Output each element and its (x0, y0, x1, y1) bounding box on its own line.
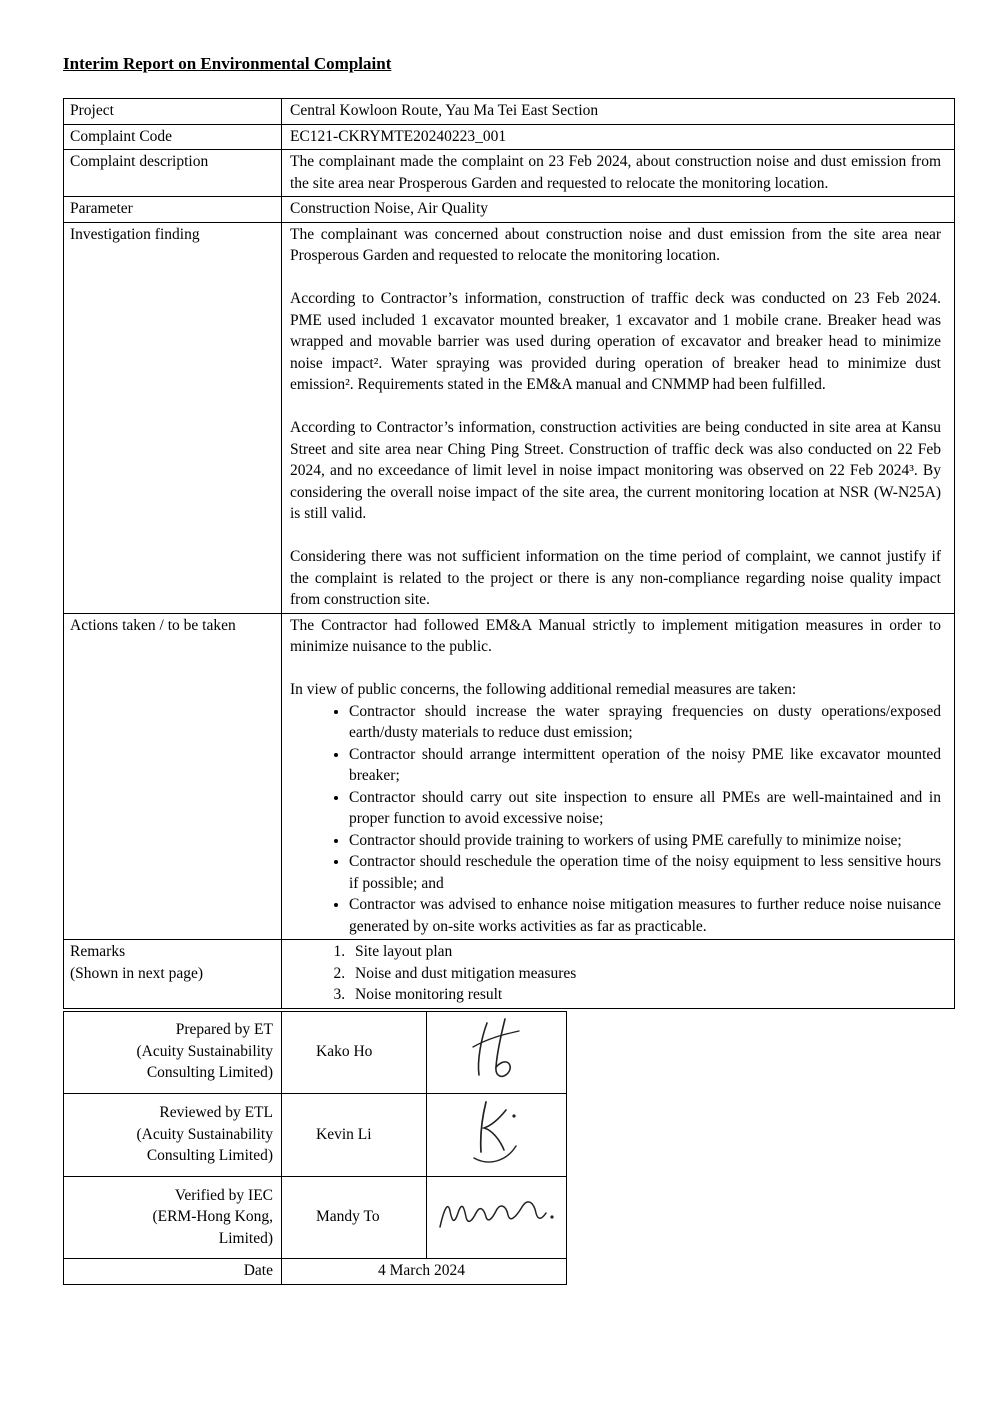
prepared-by-signature-cell (427, 1011, 567, 1093)
role-line: Reviewed by ETL (159, 1104, 273, 1121)
row-date (64, 1259, 567, 1285)
actions-intro: The Contractor had followed EM&A Manual strictly to implement mitigation measures in order to minimize nuisance to the public. (290, 616, 941, 655)
project-value: Central Kowloon Route, Yau Ma Tei East Section (282, 99, 955, 125)
actions-label: Actions taken / to be taken (64, 613, 282, 940)
actions-bullet-list (290, 701, 941, 938)
verified-by-role (64, 1177, 282, 1259)
investigation-label: Investigation finding (64, 222, 282, 613)
remarks-label-line2: (Shown in next page) (70, 964, 204, 982)
verified-by-signature-cell (427, 1177, 567, 1259)
reviewed-by-signature-cell (427, 1093, 567, 1177)
remarks-item: 1. Site layout plan (349, 941, 941, 963)
row-complaint-code (64, 124, 955, 150)
investigation-paragraph: According to Contractor’s information, construction activities are being conducted in site area at Kansu Street and site area near Ching Ping Street. Construction of traffic deck was also conducted on 22 Feb 2024, and no exceedance of limit level in noise impact monitoring was observed on 22 Feb 2024³. By considering the overall noise impact of the site area, the current monitoring location at NSR (W-N25A) is still valid. (290, 419, 941, 522)
actions-value (282, 613, 955, 940)
actions-bullet: • Contractor should increase the water spraying frequencies on dusty operations/exposed earth/dusty materials to reduce dust emission; (349, 701, 941, 744)
parameter-label: Parameter (64, 197, 282, 223)
remarks-value (282, 940, 955, 1009)
investigation-paragraph: According to Contractor’s information, construction of traffic deck was conducted on 23 Feb 2024. PME used included 1 excavator mounted breaker, 1 excavator and 1 mobile crane. Breaker head was wrapped and movable barrier was used during operation of excavator and breaker head to minimize noise impact². Water spraying was provided during operation of breaker head to minimize dust emission². Requirements stated in the EM&A manual and CNMMP had been fulfilled. (290, 290, 941, 393)
row-verified-by (64, 1177, 567, 1259)
report-table (63, 98, 955, 1009)
remarks-label (64, 940, 282, 1009)
row-remarks (64, 940, 955, 1009)
remarks-item: 3. Noise monitoring result (349, 984, 941, 1006)
investigation-value (282, 222, 955, 613)
complaint-code-label: Complaint Code (64, 124, 282, 150)
parameter-value: Construction Noise, Air Quality (282, 197, 955, 223)
actions-lead: In view of public concerns, the following additional remedial measures are taken: (290, 681, 797, 698)
role-line: (ERM-Hong Kong, (152, 1208, 273, 1226)
role-line: Consulting Limited) (146, 1147, 273, 1164)
role-line: Limited) (218, 1229, 273, 1247)
kevin-li-signature (462, 1096, 532, 1168)
remarks-label-line1: Remarks (70, 943, 126, 960)
remarks-list (290, 941, 941, 1006)
reviewed-by-name: Kevin Li (282, 1093, 427, 1177)
prepared-by-role (64, 1011, 282, 1093)
role-line: Consulting Limited) (146, 1064, 273, 1082)
kako-ho-signature (467, 1017, 527, 1081)
row-investigation-finding (64, 222, 955, 613)
complaint-description-value (282, 150, 955, 197)
page-title: Interim Report on Environmental Complaint (63, 54, 392, 73)
date-value: 4 March 2024 (282, 1259, 567, 1285)
actions-bullet: • Contractor should carry out site inspection to ensure all PMEs are well-maintained and in proper function to avoid excessive noise; (349, 787, 941, 830)
actions-bullet: • Contractor should provide training to workers of using PME carefully to minimize noise; (349, 830, 941, 852)
actions-bullet: • Contractor should reschedule the operation time of the noisy equipment to less sensitive hours if possible; and (349, 851, 941, 894)
reviewed-by-role (64, 1093, 282, 1177)
role-line: (Acuity Sustainability (136, 1125, 273, 1143)
complaint-description-paragraph: The complainant made the complaint on 23 Feb 2024, about construction noise and dust emission from the site area near Prosperous Garden and requested to relocate the monitoring location. (290, 153, 941, 192)
row-complaint-description (64, 150, 955, 197)
row-parameter (64, 197, 955, 223)
actions-bullet: • Contractor was advised to enhance noise mitigation measures to further reduce noise nuisance generated by on-site works activities as far as practicable. (349, 894, 941, 937)
mandy-to-signature (436, 1191, 558, 1237)
row-prepared-by (64, 1011, 567, 1093)
row-project (64, 99, 955, 125)
complaint-code-value: EC121-CKRYMTE20240223_001 (282, 124, 955, 150)
row-reviewed-by (64, 1093, 567, 1177)
verified-by-name: Mandy To (282, 1177, 427, 1259)
project-label: Project (64, 99, 282, 125)
complaint-description-label: Complaint description (64, 150, 282, 197)
role-line: Prepared by ET (175, 1021, 273, 1039)
investigation-paragraph: The complainant was concerned about construction noise and dust emission from the site area near Prosperous Garden and requested to relocate the monitoring location. (290, 225, 941, 264)
role-line: (Acuity Sustainability (136, 1042, 273, 1060)
prepared-by-name: Kako Ho (282, 1011, 427, 1093)
date-label: Date (64, 1259, 282, 1285)
remarks-item: 2. Noise and dust mitigation measures (349, 963, 941, 985)
actions-bullet: • Contractor should arrange intermittent operation of the noisy PME like excavator mounted breaker; (349, 744, 941, 787)
role-line: Verified by IEC (174, 1186, 273, 1204)
investigation-paragraph: Considering there was not sufficient information on the time period of complaint, we cannot justify if the complaint is related to the project or there is any non-compliance regarding noise quality impact from construction site. (290, 548, 941, 608)
signoff-table (63, 1011, 567, 1285)
row-actions-taken (64, 613, 955, 940)
